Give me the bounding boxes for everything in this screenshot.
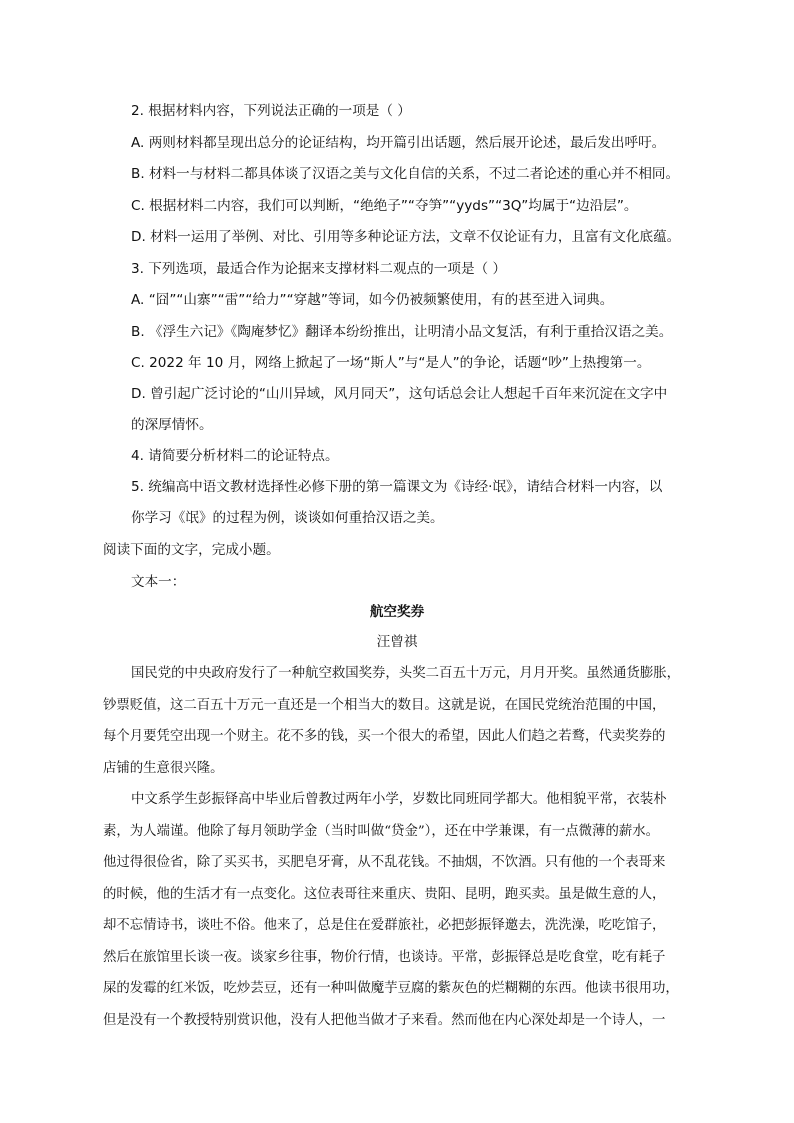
story-line: 素，为人端谨。他除了每月领助学金（当时叫做“贷金”），还在中学兼课，有一点微薄的薪水。 xyxy=(103,824,660,839)
story-line: 却不忘情诗书，谈吐不俗。他来了，总是住在爱群旅社，必把彭振铎邀去，洗洗澡，吃吃馆子， xyxy=(103,918,666,933)
story-title: 航空奖券 xyxy=(369,604,425,620)
question-3-option-d-cont: 的深厚情怀。 xyxy=(131,417,213,433)
question-2-option-b: B. 材料一与材料二都具体谈了汉语之美与文化自信的关系，不过二者论述的重心并不相同。 xyxy=(131,166,680,182)
question-2-stem: 2. 根据材料内容，下列说法正确的一项是（ ） xyxy=(131,103,411,119)
story-line: 每个月要凭空出现一个财主。花不多的钱，买一个很大的希望，因此人们趋之若鹜，代卖奖券的 xyxy=(103,729,666,744)
story-author: 汪曾祺 xyxy=(376,634,418,650)
question-2-option-d: D. 材料一运用了举例、对比、引用等多种论证方法，文章不仅论证有力，且富有文化底蕴。 xyxy=(131,229,681,245)
story-line: 中文系学生彭振铎高中毕业后曾教过两年小学，岁数比同班同学都大。他相貌平常，衣装朴 xyxy=(131,792,667,807)
story-line: 屎的发霉的红米饭，吃炒芸豆，还有一种叫做魔芋豆腐的紫灰色的烂糊糊的东西。他读书很用功， xyxy=(103,981,679,996)
question-2-option-c: C. 根据材料二内容，我们可以判断，“绝绝子”“夺笋”“yyds”“3Q”均属于“边沿层”。 xyxy=(131,198,638,214)
question-4: 4. 请简要分析材料二的论证特点。 xyxy=(131,448,339,464)
story-line: 他过得很俭省，除了买买书，买肥皂牙膏，从不乱花钱。不抽烟，不饮酒。只有他的一个表哥来 xyxy=(103,855,666,870)
question-3-option-b: B. 《浮生六记》《陶庵梦忆》翻译本纷纷推出，让明清小品文复活，有利于重拾汉语之美。 xyxy=(131,324,673,340)
reading-instruction: 阅读下面的文字，完成小题。 xyxy=(103,542,280,558)
question-5-line-2: 你学习《氓》的过程为例，谈谈如何重拾汉语之美。 xyxy=(131,510,444,526)
story-line: 的时候，他的生活才有一点变化。这位表哥往来重庆、贵阳、昆明，跑买卖。虽是做生意的人， xyxy=(103,887,666,902)
text-one-label: 文本一： xyxy=(131,574,186,590)
question-3-option-c: C. 2022 年 10 月，网络上掀起了一场“斯人”与“是人”的争论，话题“吵”上热搜第一。 xyxy=(131,355,651,371)
story-line: 但是没有一个教授特别赏识他，没有人把他当做才子来看。然而他在内心深处却是一个诗人，一 xyxy=(103,1013,666,1028)
question-3-stem: 3. 下列选项，最适合作为论据来支撑材料二观点的一项是（ ） xyxy=(131,261,507,277)
question-2-option-a: A. 两则材料都呈现出总分的论证结构，均开篇引出话题，然后展开论述，最后发出呼吁。 xyxy=(131,135,666,151)
question-5-line-1: 5. 统编高中语文教材选择性必修下册的第一篇课文为《诗经·氓》，请结合材料一内容，以 xyxy=(131,479,663,495)
story-line: 钞票贬值，这二百五十万元一直还是一个相当大的数目。这就是说，在国民党统治范围的中国， xyxy=(103,698,666,713)
story-line: 然后在旅馆里长谈一夜。谈家乡往事，物价行情，也谈诗。平常，彭振铎总是吃食堂，吃有耗子 xyxy=(103,950,666,965)
story-line: 国民党的中央政府发行了一种航空救国奖券，头奖二百五十万元，月月开奖。虽然通货膨胀， xyxy=(131,666,681,681)
story-line: 店铺的生意很兴隆。 xyxy=(103,761,224,776)
question-3-option-d: D. 曾引起广泛讨论的“山川异域，风月同天”，这句话总会让人想起千百年来沉淀在文字中 xyxy=(131,386,668,402)
question-3-option-a: A. “囧”“山寨”“雷”“给力”“穿越”等词，如今仍被频繁使用，有的甚至进入词典。 xyxy=(131,292,614,308)
